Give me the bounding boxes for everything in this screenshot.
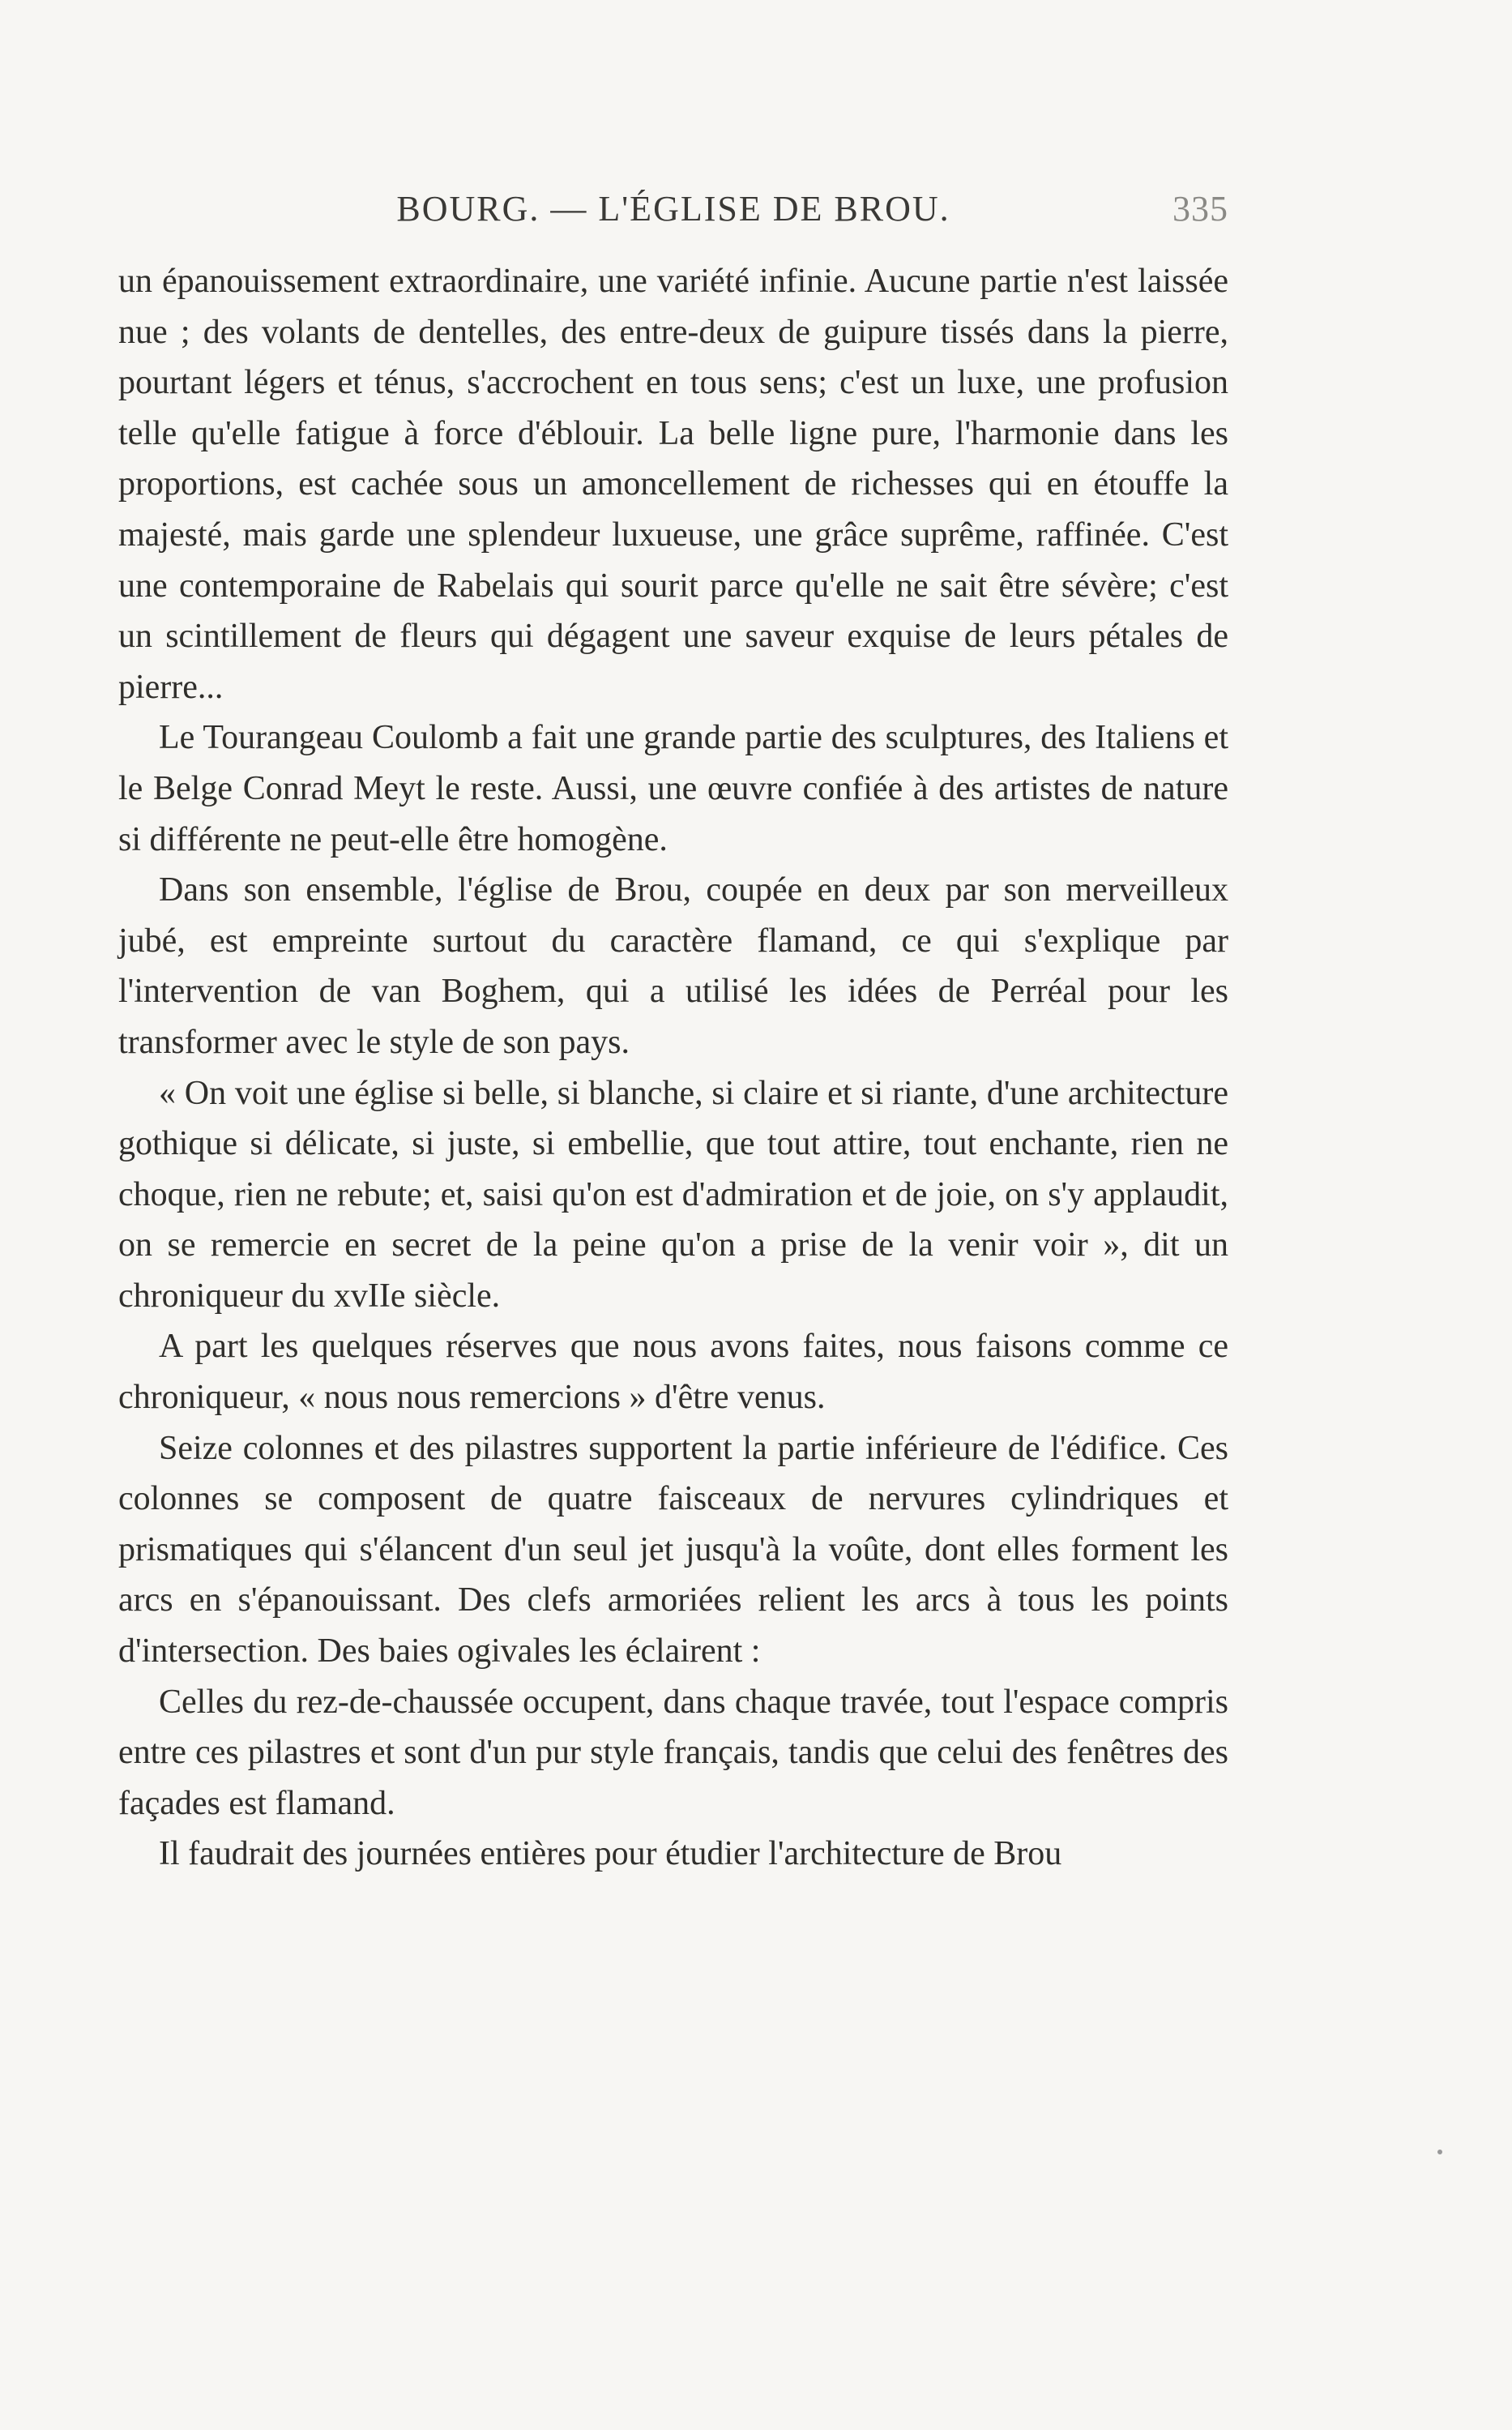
running-title: BOURG. — L'ÉGLISE DE BROU. (396, 189, 950, 229)
paragraph: Celles du rez-de-chaussée occupent, dans chaque travée, tout l'espace compris entre ces pilastres et sont d'un pur style français, tandis que celui des fenêtres des façades est flamand. (118, 1683, 1228, 1822)
ink-speck (1437, 2150, 1442, 2154)
paragraph: Seize colonnes et des pilastres supportent la partie inférieure de l'édifice. Ces colonnes se composent de quatre faisceaux de nervures cylindriques et prismatiques qui s'élancent d'un seul jet jusqu'à la voûte, dont elles forment les arcs en s'épanouissant. Des clefs armoriées relient les arcs à tous les points d'intersection. Des baies ogivales les éclairent : (118, 1429, 1228, 1671)
paragraph: Il faudrait des journées entières pour étudier l'architecture de Brou (159, 1835, 1062, 1873)
paragraph: « On voit une église si belle, si blanche, si claire et si riante, d'une architecture gothique si délicate, si juste, si embellie, que tout attire, tout enchante, rien ne choque, rien ne rebute; et, saisi qu'on est d'admiration et de joie, on s'y applaudit, on se remercie en secret de la peine qu'on a prise de la venir voir », dit un chroniqueur du xvIIe siècle. (118, 1074, 1228, 1315)
paragraph: un épanouissement extraordinaire, une variété infinie. Aucune partie n'est laissée nue ; des volants de dentelles, des entre-deux de guipure tissés dans la pierre, pourtant légers et ténus, s'accrochent en tous sens; c'est un luxe, une profusion telle qu'elle fatigue à force d'éblouir. La belle ligne pure, l'harmonie dans les proportions, est cachée sous un amoncellement de richesses qui en étouffe la majesté, mais garde une splendeur luxueuse, une grâce suprême, raffinée. C'est une contemporaine de Rabelais qui sourit parce qu'elle ne sait être sévère; c'est un scintillement de fleurs qui dégagent une saveur exquise de leurs pétales de pierre... (118, 263, 1228, 706)
page-number: 335 (1172, 189, 1228, 229)
paragraph: Dans son ensemble, l'église de Brou, coupée en deux par son merveilleux jubé, est empreinte surtout du caractère flamand, ce qui s'explique par l'intervention de van Boghem, qui a utilisé les idées de Perréal pour les transformer avec le style de son pays. (118, 871, 1228, 1061)
paragraph: Le Tourangeau Coulomb a fait une grande partie des sculptures, des Italiens et le Belge Conrad Meyt le reste. Aussi, une œuvre confiée à des artistes de nature si différente ne peut-elle être homogène. (118, 719, 1228, 858)
paragraph: A part les quelques réserves que nous avons faites, nous faisons comme ce chroniqueur, « nous nous remercions » d'être venus. (118, 1328, 1228, 1417)
running-head (118, 188, 1228, 237)
body-text (118, 256, 1228, 1880)
